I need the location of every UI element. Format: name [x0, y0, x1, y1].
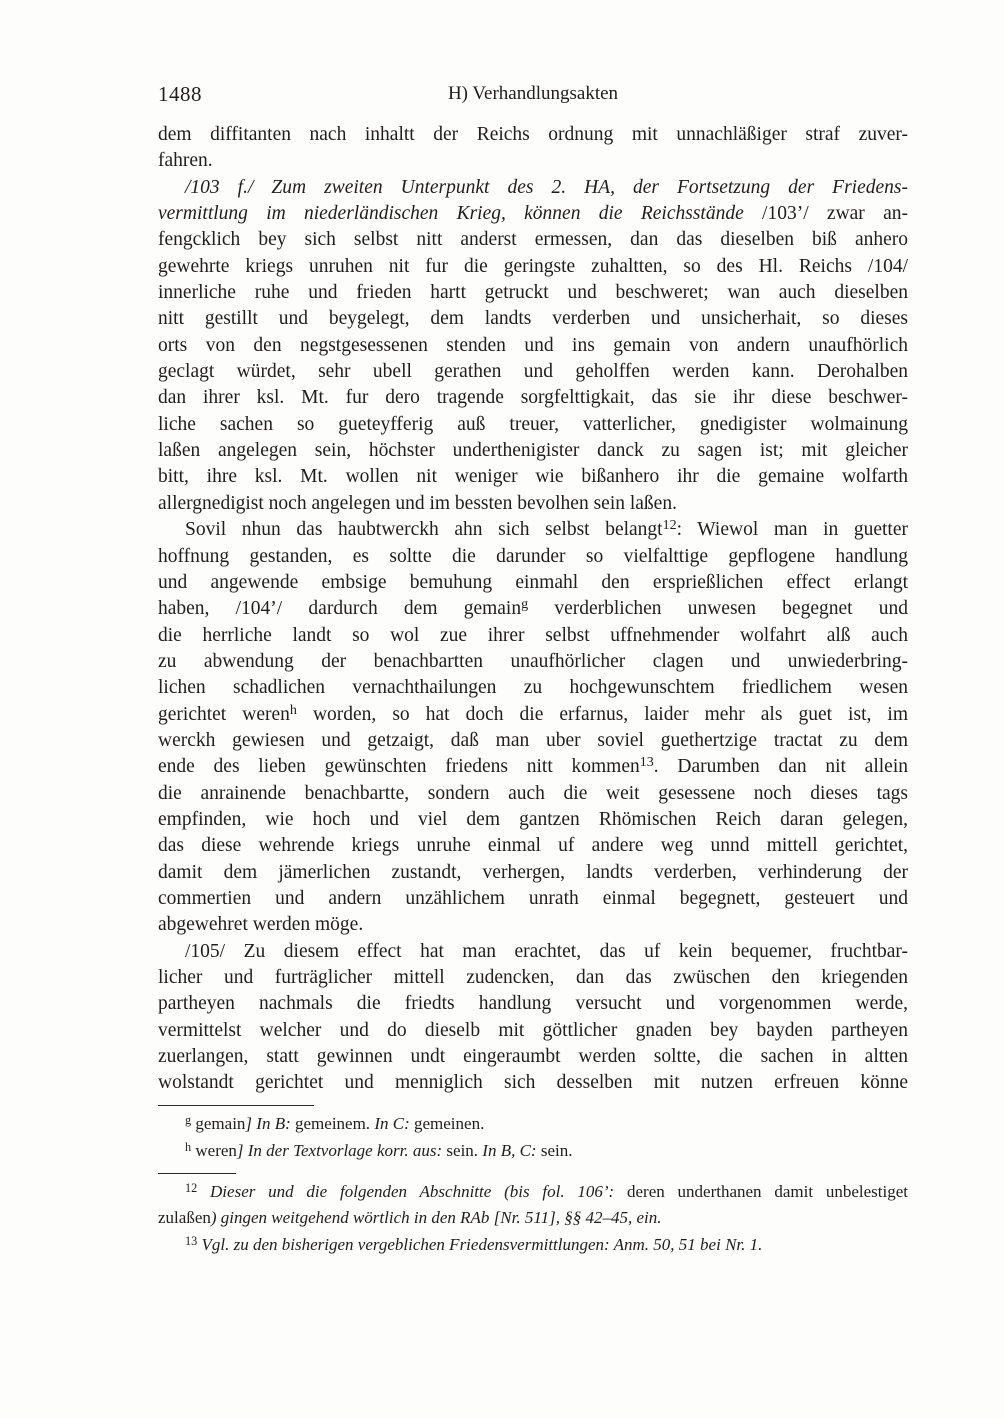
text-line: [158, 359, 908, 385]
text-line: [158, 1232, 908, 1259]
text-segment: die anrainende benachbartte, sondern auch die weit gesessene noch dieses tags: [158, 782, 908, 804]
text-segment: die herrliche landt so wol zue ihrer selbst uffnehmender wolfahrt alß auch: [158, 624, 908, 646]
text-line: [158, 781, 908, 807]
text-line: [158, 280, 908, 306]
text-segment: zu abwendung der benachbartten unaufhörlicher clagen und unwiederbring-: [158, 650, 908, 672]
text-segment: das diese wehrende kriegs unruhe einmal uf andere weg unnd mittell gerichtet,: [158, 835, 908, 857]
page-number: 1488: [158, 82, 202, 106]
text-segment: /103’/ zwar an-: [762, 203, 908, 225]
text-line: [158, 860, 908, 886]
superscript-mark: 13: [639, 754, 654, 771]
page-header: [158, 82, 908, 108]
superscript-mark: g: [185, 1112, 192, 1127]
text-segment: dan ihrer ksl. Mt. fur dero tragende sorgfelttigkait, das sie ihr diese beschwer-: [158, 387, 908, 409]
text-segment: Vgl. zu den bisherigen vergeblichen Friedensvermittlungen: Anm. 50, 51 bei Nr. 1.: [197, 1234, 763, 1254]
main-text: [158, 122, 908, 1097]
text-segment: abgewehret werden möge.: [158, 914, 364, 936]
text-line: [158, 1205, 908, 1232]
text-segment: haben, /104’/ dardurch dem gemain: [158, 598, 522, 620]
text-segment: gemeinem.: [295, 1113, 375, 1133]
text-line: [158, 438, 908, 464]
text-segment: vermittelst welcher und do dieselb mit göttlicher gnaden bey bayden partheyen: [158, 1019, 908, 1041]
text-segment: vermittlung im niederländischen Krieg, können die Reichsstände: [158, 203, 763, 225]
text-line: [158, 965, 908, 991]
text-line: [158, 1070, 908, 1096]
text-line: [158, 1110, 908, 1137]
text-line: [158, 649, 908, 675]
running-head: H) Verhandlungsakten: [447, 83, 619, 104]
superscript-mark: 12: [662, 517, 677, 534]
text-segment: : Wiewol man in guetter: [676, 519, 908, 541]
text-line: [158, 227, 908, 253]
text-line: [158, 122, 908, 148]
text-segment: wolstandt gerichtet und menniglich sich desselben mit nutzen erfreuen könne: [158, 1072, 908, 1094]
text-segment: In C:: [374, 1113, 414, 1133]
text-segment: ] In der Textvorlage korr. aus:: [236, 1140, 447, 1160]
superscript-mark: h: [289, 701, 297, 718]
text-block: [158, 82, 908, 1258]
text-segment: fengcklich bey sich selbst nitt anderst ermessen, dan das dieselben biß anhero: [158, 229, 908, 251]
text-segment: werckh gewiesen und getzaigt, daß man uber soviel guethertzige tractat zu dem: [158, 729, 908, 751]
superscript-mark: h: [185, 1139, 192, 1154]
text-segment: orts von den negstgesessenen stenden und ins gemain von andern unaufhörlich: [158, 334, 908, 356]
text-segment: lichen schadlichen vernachthailungen zu hochgewunschtem friedlichem wesen: [158, 677, 908, 699]
text-line: [158, 991, 908, 1017]
text-line: [158, 754, 908, 780]
text-segment: fahren.: [158, 150, 213, 172]
text-line: [158, 517, 908, 543]
text-line: [158, 306, 908, 332]
text-segment: sein.: [446, 1140, 483, 1160]
text-line: [158, 623, 908, 649]
text-segment: commertien und andern unzählichem unrath einmal begegnett, gesteuert und: [158, 887, 908, 909]
text-line: [158, 201, 908, 227]
text-line: [158, 807, 908, 833]
text-segment: gemeinen.: [413, 1113, 485, 1133]
superscript-mark: g: [521, 596, 529, 613]
text-segment: bitt, ihre ksl. Mt. wollen nit weniger wie bißanhero ihr die gemaine wolfarth: [158, 466, 908, 488]
text-segment: gerichtet weren: [158, 703, 290, 725]
text-line: [158, 148, 908, 174]
text-segment: gewehrte kriegs unruhen nit fur die geringste zuhaltten, so des Hl. Reichs /104/: [158, 255, 908, 277]
text-line: [158, 702, 908, 728]
text-segment: allergnedigist noch angelegen und im bessten bevolhen sein laßen.: [158, 492, 677, 514]
text-line: [158, 544, 908, 570]
text-segment: laßen angelegen sein, höchster underthenigister danck zu sagen ist; mit gleicher: [158, 440, 908, 462]
text-line: [158, 728, 908, 754]
text-segment: geclagt würdet, sehr ubell gerathen und geholffen werden kann. Derohalben: [158, 361, 908, 383]
text-segment: worden, so hat doch die erfarnus, laider mehr als guet ist, im: [296, 703, 908, 725]
text-line: [158, 939, 908, 965]
text-segment: weren: [191, 1140, 237, 1160]
text-line: [158, 385, 908, 411]
superscript-mark: 12: [185, 1180, 198, 1195]
text-line: [158, 412, 908, 438]
text-line: [158, 912, 908, 938]
text-line: [158, 833, 908, 859]
text-line: [158, 596, 908, 622]
text-segment: dem diffitanten nach inhaltt der Reichs ordnung mit unnachläßiger straf zuver-: [158, 124, 908, 145]
text-line: [158, 333, 908, 359]
text-line: [158, 1044, 908, 1070]
text-line: [158, 675, 908, 701]
footnotes: [158, 1179, 908, 1259]
text-segment: Dieser und die folgenden Abschnitte (bis fol. 106’:: [197, 1181, 627, 1201]
text-line: [158, 254, 908, 280]
text-segment: damit dem jämerlichen zustandt, verhergen, landts verderben, verhinderung der: [158, 861, 908, 883]
superscript-mark: 13: [185, 1233, 198, 1248]
text-line: [158, 1179, 908, 1206]
footnote-divider: [158, 1173, 236, 1174]
text-segment: Sovil nhun das haubtwerckh ahn sich selbst belangt: [185, 519, 663, 541]
text-segment: deren underthanen damit unbelestiget: [626, 1181, 908, 1201]
text-line: [158, 175, 908, 201]
text-segment: nitt gestillt und beygelegt, dem landts verderben und unsicherhait, so dieses: [158, 308, 908, 330]
text-segment: licher und furträglicher mittell zudencken, dan das zwüschen den kriegenden: [158, 967, 908, 988]
text-line: [158, 491, 908, 517]
apparatus-divider: [158, 1105, 314, 1106]
text-segment: hoffnung gestanden, es soltte die darunder so vielfalttige gepflogene handlung: [158, 545, 908, 567]
text-segment: gemain: [191, 1113, 246, 1133]
text-segment: innerliche ruhe und frieden hartt getruckt und beschweret; wan auch dieselben: [158, 282, 908, 304]
text-segment: ] In B:: [245, 1113, 295, 1133]
text-line: [158, 1018, 908, 1044]
text-segment: /105/ Zu diesem effect hat man erachtet, das uf kein bequemer, fruchtbar-: [185, 940, 908, 962]
text-segment: /103 f./ Zum zweiten Unterpunkt des 2. HA, der Fortsetzung der Friedens-: [185, 176, 908, 198]
text-segment: sein.: [540, 1140, 573, 1160]
text-segment: ) gingen weitgehend wörtlich in den RAb [Nr. 511], §§ 42–45, ein.: [210, 1208, 662, 1228]
text-segment: partheyen nachmals die friedts handlung versucht und vorgenommen werde,: [158, 993, 908, 1015]
text-segment: ende des lieben gewünschten friedens nitt kommen: [158, 756, 640, 778]
text-segment: In B, C:: [482, 1140, 541, 1160]
text-line: [158, 570, 908, 596]
text-segment: zulaßen: [158, 1208, 211, 1228]
text-line: [158, 1137, 908, 1164]
text-segment: . Darumben dan nit allein: [653, 756, 908, 778]
text-segment: zuerlangen, statt gewinnen undt eingeraumbt werden soltte, die sachen in altten: [158, 1046, 908, 1068]
apparatus-notes: [158, 1110, 908, 1164]
text-line: [158, 886, 908, 912]
text-segment: und angewende embsige bemuhung einmahl den ersprießlichen effect erlangt: [158, 571, 908, 593]
text-segment: empfinden, wie hoch und viel dem gantzen Rhömischen Reich daran gelegen,: [158, 808, 908, 830]
text-line: [158, 464, 908, 490]
text-segment: verderblichen unwesen begegnet und: [528, 598, 909, 620]
text-segment: liche sachen so gueteyfferig auß treuer, vatterlicher, gnedigister wolmainung: [158, 413, 908, 435]
